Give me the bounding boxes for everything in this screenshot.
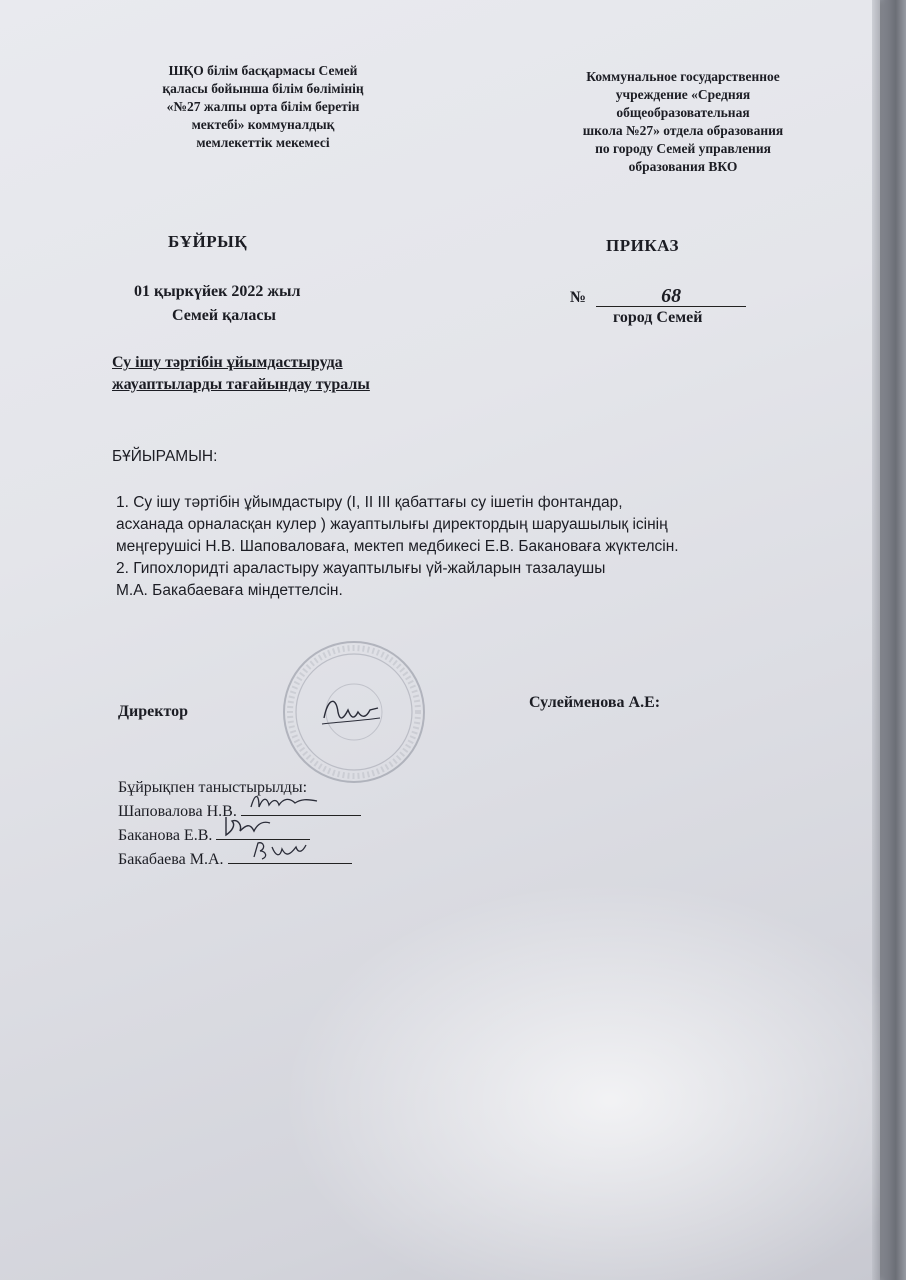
subject-line: жауаптыларды тағайындау туралы <box>112 376 370 393</box>
subject-line: Су ішу тәртібін ұйымдастыруда <box>112 354 343 371</box>
order-body <box>116 492 856 602</box>
header-rus-line: образования ВКО <box>628 159 738 174</box>
order-number-row <box>570 286 746 307</box>
handwritten-signature <box>220 813 290 839</box>
handwritten-signature <box>247 791 327 815</box>
ack-heading: Бұйрықпен таныстырылды: <box>118 779 308 796</box>
header-rus-line: Коммунальное государственное <box>586 69 780 84</box>
order-date: 01 қыркүйек 2022 жыл <box>134 283 301 300</box>
ack-row <box>118 847 361 871</box>
body-line: меңгерушісі Н.В. Шаповаловаға, мектеп медбикесі Е.В. Бакановаға жүктелсін. <box>116 538 679 555</box>
order-word: БҰЙЫРАМЫН: <box>112 448 218 465</box>
body-line: асханада орналасқан кулер ) жауаптылығы директордың шаруашылық ісінің <box>116 516 668 533</box>
header-kaz-line: «№27 жалпы орта білім беретін <box>166 99 360 114</box>
director-name: Сулейменова А.Е: <box>529 694 661 711</box>
header-kaz-line: мектебі» коммуналдық <box>191 117 335 132</box>
header-kazakh <box>128 62 398 152</box>
header-kaz-line: мемлекеттік мекемесі <box>196 135 330 150</box>
header-kaz-line: ШҚО білім басқармасы Семей <box>168 63 358 78</box>
header-rus-line: по городу Семей управления <box>595 141 771 156</box>
ack-person: Баканова Е.В. <box>118 827 213 844</box>
header-russian <box>548 68 818 176</box>
ack-row <box>118 823 361 847</box>
header-rus-line: школа №27» отдела образования <box>582 123 784 138</box>
ack-person: Бакабаева М.А. <box>118 851 224 868</box>
signature-line <box>228 847 352 864</box>
number-label: № <box>570 289 587 306</box>
city-kazakh: Семей қаласы <box>172 307 276 324</box>
handwritten-signature <box>250 837 320 863</box>
body-line: М.А. Бакабаеваға міндеттелсін. <box>116 582 343 599</box>
title-russian: ПРИКАЗ <box>606 236 679 255</box>
header-kaz-line: қаласы бойынша білім бөлімінің <box>162 81 364 96</box>
ack-person: Шаповалова Н.В. <box>118 803 237 820</box>
city-russian: город Семей <box>613 309 703 326</box>
director-signature <box>318 688 388 734</box>
director-label: Директор <box>118 703 188 720</box>
order-subject <box>112 352 370 396</box>
header-rus-line: учреждение «Средняя <box>615 87 751 102</box>
acknowledgement-block <box>118 776 361 871</box>
body-line: 2. Гипохлоридті араластыру жауаптылығы үй-жайларын тазалаушы <box>116 560 606 577</box>
paper-edge-shadow <box>872 0 906 1280</box>
title-kazakh: БҰЙРЫҚ <box>168 232 248 251</box>
header-rus-line: общеобразовательная <box>616 105 750 120</box>
order-number: 68 <box>596 286 746 307</box>
body-line: 1. Су ішу тәртібін ұйымдастыру (I, II III қабаттағы су ішетін фонтандар, <box>116 494 623 511</box>
